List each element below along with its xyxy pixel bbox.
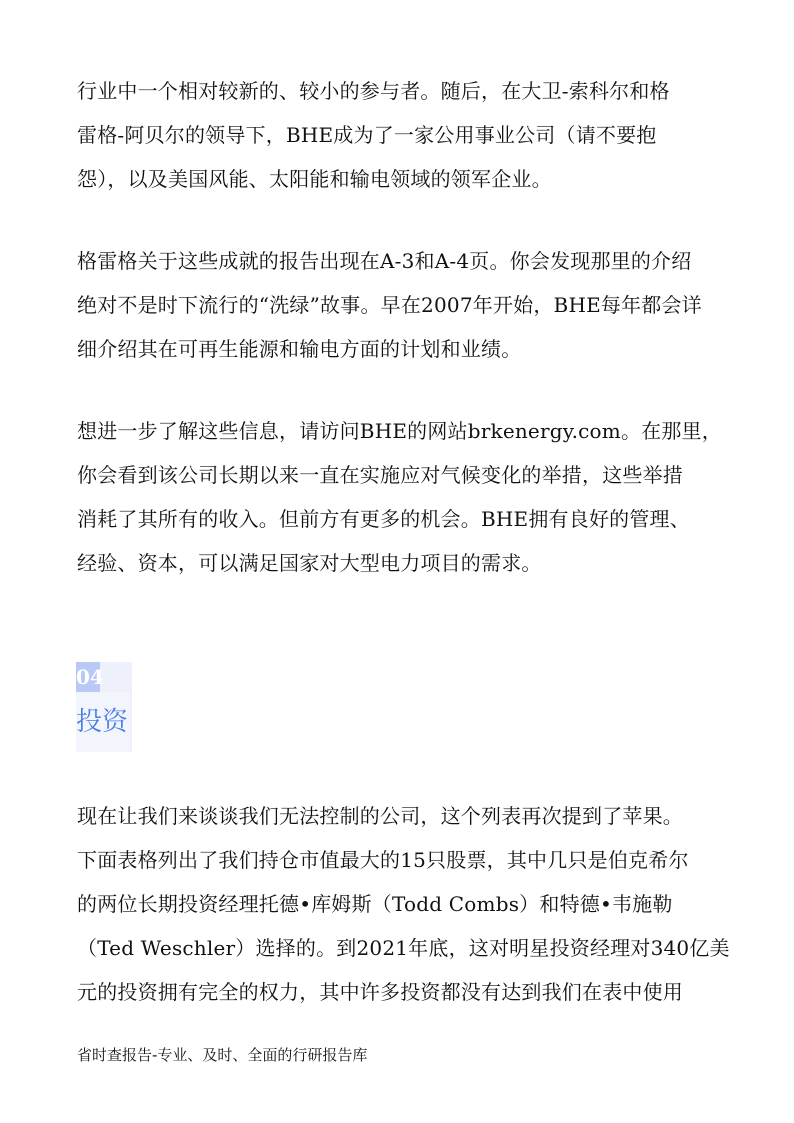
section-heading bbox=[76, 662, 132, 752]
paragraph-line: 绝对不是时下流行的“洗绿”故事。早在2007年开始，BHE每年都会详 bbox=[77, 293, 702, 317]
paragraph-line: 下面表格列出了我们持仓市值最大的15只股票，其中几只是伯克希尔 bbox=[77, 848, 689, 872]
paragraph-line: 元的投资拥有完全的权力，其中许多投资都没有达到我们在表中使用 bbox=[77, 980, 683, 1004]
paragraph-3 bbox=[77, 409, 722, 585]
paragraph-line: 细介绍其在可再生能源和输电方面的计划和业绩。 bbox=[77, 337, 522, 361]
paragraph-line: 你会看到该公司长期以来一直在实施应对气候变化的举措，这些举措 bbox=[77, 463, 683, 487]
paragraph-line: 格雷格关于这些成就的报告出现在A-3和A-4页。你会发现那里的介绍 bbox=[77, 249, 692, 273]
paragraph-line: （Ted Weschler）选择的。到2021年底，这对明星投资经理对340亿美 bbox=[77, 936, 730, 960]
paragraph-line: 的两位长期投资经理托德•库姆斯（Todd Combs）和特德•韦施勒 bbox=[77, 892, 673, 916]
section-number: 04 bbox=[76, 662, 100, 692]
paragraph-line: 雷格-阿贝尔的领导下，BHE成为了一家公用事业公司（请不要抱 bbox=[77, 123, 657, 147]
paragraph-2 bbox=[77, 239, 722, 371]
page-footer: 省时查报告-专业、及时、全面的行研报告库 bbox=[77, 1046, 368, 1064]
paragraph-line: 怨），以及美国风能、太阳能和输电领域的领军企业。 bbox=[77, 167, 552, 191]
paragraph-4 bbox=[77, 794, 730, 1014]
paragraph-line: 行业中一个相对较新的、较小的参与者。随后，在大卫-索科尔和格 bbox=[77, 79, 670, 103]
paragraph-line: 消耗了其所有的收入。但前方有更多的机会。BHE拥有良好的管理、 bbox=[77, 507, 690, 531]
paragraph-line: 想进一步了解这些信息，请访问BHE的网站brkenergy.com。在那里， bbox=[77, 419, 722, 443]
paragraph-line: 现在让我们来谈谈我们无法控制的公司，这个列表再次提到了苹果。 bbox=[77, 804, 683, 828]
section-title: 投资 bbox=[76, 692, 130, 752]
paragraph-line: 经验、资本，可以满足国家对大型电力项目的需求。 bbox=[77, 551, 542, 575]
paragraph-1 bbox=[77, 69, 722, 201]
